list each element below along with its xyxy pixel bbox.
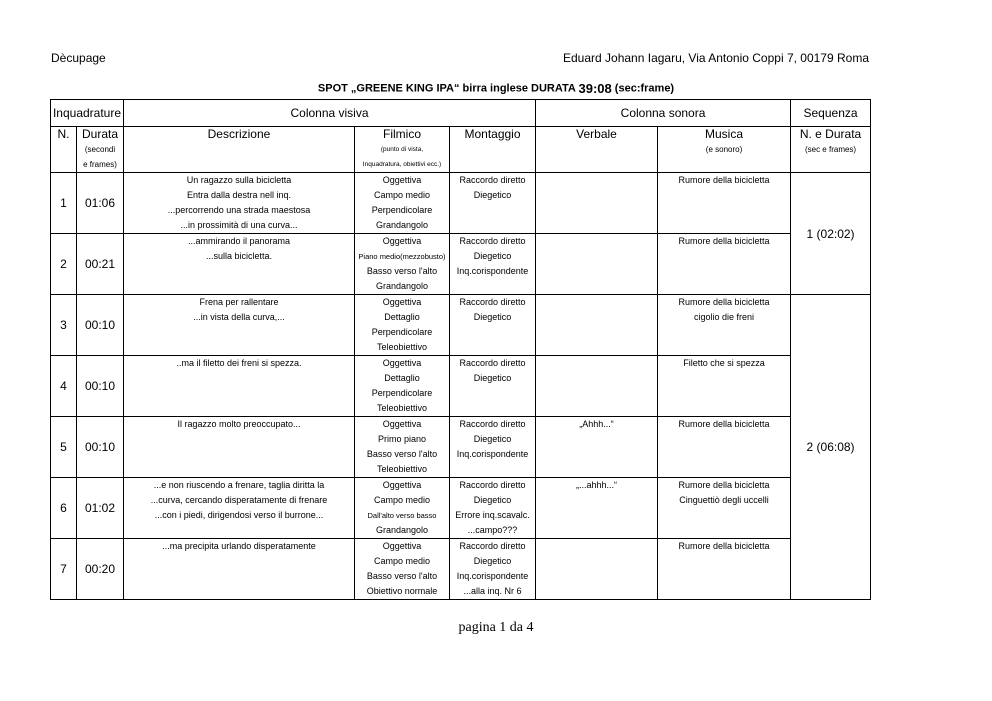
- musica-line: Rumore della bicicletta: [678, 480, 770, 490]
- shot-musica: [658, 173, 791, 234]
- shot-verbale: [536, 417, 658, 478]
- table-row: [51, 478, 871, 539]
- descrizione-line: ...in prossimità di una curva...: [180, 220, 298, 230]
- shot-duration: 00:10: [77, 295, 124, 356]
- montaggio-line: [450, 279, 535, 294]
- shot-verbale: [536, 478, 658, 539]
- descrizione-line: ...curva, cercando disperatamente di frenare: [150, 495, 328, 505]
- col-montaggio: Montaggio: [450, 127, 536, 173]
- descrizione-line: ...sulla bicicletta.: [205, 251, 273, 261]
- column-header-row: [51, 127, 871, 173]
- col-sequenza-sub: (sec e frames): [804, 145, 857, 154]
- montaggio-line: Raccordo diretto: [459, 358, 526, 368]
- montaggio-line: Diegetico: [473, 312, 512, 322]
- group-colonna-visiva: Colonna visiva: [124, 100, 536, 127]
- verbale-line: [536, 554, 657, 569]
- filmico-line: Campo medio: [373, 495, 431, 505]
- montaggio-line: Raccordo diretto: [459, 419, 526, 429]
- verbale-line: [536, 523, 657, 538]
- musica-line: [658, 203, 790, 218]
- musica-line: [658, 508, 790, 523]
- verbale-line: [536, 234, 657, 249]
- montaggio-line: Raccordo diretto: [459, 541, 526, 551]
- montaggio-line: Inq.corispondente: [456, 266, 529, 276]
- descrizione-line: Un ragazzo sulla bicicletta: [186, 175, 292, 185]
- shot-number: 2: [51, 234, 77, 295]
- montaggio-line: [450, 340, 535, 355]
- verbale-line: [536, 356, 657, 371]
- shot-montaggio: [450, 539, 536, 600]
- filmico-line: Primo piano: [377, 434, 427, 444]
- col-sequenza: [791, 127, 871, 173]
- musica-line: [658, 188, 790, 203]
- shot-descrizione: [124, 295, 355, 356]
- musica-line: Rumore della bicicletta: [678, 297, 770, 307]
- col-sequenza-label: N. e Durata: [799, 127, 862, 141]
- col-musica-sub: (e sonoro): [705, 145, 743, 154]
- descrizione-line: [124, 371, 354, 386]
- descrizione-line: [124, 447, 354, 462]
- col-descrizione: Descrizione: [124, 127, 355, 173]
- page-footer: pagina 1 da 4: [458, 620, 534, 635]
- title-main: SPOT „GREENE KING IPA“ birra inglese DURATA: [317, 82, 576, 95]
- musica-line: Rumore della bicicletta: [678, 236, 770, 246]
- descrizione-line: Il ragazzo molto preoccupato...: [177, 419, 301, 429]
- header-right: Eduard Johann Iagaru, Via Antonio Coppi 7, 00179 Roma: [563, 51, 869, 65]
- descrizione-line: ...in vista della curva,...: [193, 312, 285, 322]
- shot-descrizione: [124, 234, 355, 295]
- col-verbale: Verbale: [536, 127, 658, 173]
- filmico-line: Basso verso l'alto: [366, 266, 438, 276]
- group-sequenza: Sequenza: [791, 100, 871, 127]
- filmico-line: Teleobiettivo: [376, 403, 428, 413]
- filmico-line: Perpendicolare: [371, 327, 433, 337]
- table-row: [51, 539, 871, 600]
- verbale-line: [536, 218, 657, 233]
- musica-line: Rumore della bicicletta: [678, 541, 770, 551]
- col-n: N.: [51, 127, 77, 173]
- filmico-line: Oggettiva: [382, 175, 422, 185]
- montaggio-line: Raccordo diretto: [459, 297, 526, 307]
- shot-number: 3: [51, 295, 77, 356]
- filmico-line: Oggettiva: [382, 480, 422, 490]
- table-row: [51, 356, 871, 417]
- shot-number: 1: [51, 173, 77, 234]
- filmico-line: Perpendicolare: [371, 205, 433, 215]
- shot-montaggio: [450, 356, 536, 417]
- col-filmico-sub2: Inquadratura, obiettivi ecc.): [362, 161, 442, 168]
- descrizione-line: Frena per rallentare: [199, 297, 279, 307]
- montaggio-line: Raccordo diretto: [459, 236, 526, 246]
- verbale-line: [536, 539, 657, 554]
- descrizione-line: [124, 264, 354, 279]
- shot-musica: [658, 234, 791, 295]
- descrizione-line: Entra dalla destra nell inq.: [186, 190, 292, 200]
- musica-line: cigolio die freni: [694, 312, 755, 322]
- montaggio-line: Errore inq.scavalc.: [455, 510, 530, 520]
- verbale-line: [536, 401, 657, 416]
- montaggio-line: [450, 386, 535, 401]
- montaggio-line: Raccordo diretto: [459, 175, 526, 185]
- montaggio-line: Diegetico: [473, 434, 512, 444]
- verbale-line: [536, 264, 657, 279]
- shot-filmico: [355, 234, 450, 295]
- musica-line: [658, 569, 790, 584]
- verbale-line: [536, 325, 657, 340]
- shot-musica: [658, 478, 791, 539]
- shot-duration: 01:02: [77, 478, 124, 539]
- montaggio-line: Inq.corispondente: [456, 449, 529, 459]
- group-header-row: [51, 100, 871, 127]
- page-title: [0, 81, 992, 96]
- shot-duration: 00:10: [77, 417, 124, 478]
- shot-filmico: [355, 539, 450, 600]
- verbale-line: [536, 340, 657, 355]
- shot-duration: 00:20: [77, 539, 124, 600]
- montaggio-line: Inq.corispondente: [456, 571, 529, 581]
- filmico-line: Perpendicolare: [371, 388, 433, 398]
- col-filmico-label: Filmico: [383, 127, 421, 141]
- shot-descrizione: [124, 356, 355, 417]
- filmico-line: Oggettiva: [382, 358, 422, 368]
- verbale-line: [536, 371, 657, 386]
- verbale-line: „...ahhh...“: [576, 480, 618, 490]
- col-filmico: [355, 127, 450, 173]
- descrizione-line: [124, 569, 354, 584]
- filmico-line: Teleobiettivo: [376, 464, 428, 474]
- filmico-line: Campo medio: [373, 190, 431, 200]
- verbale-line: [536, 508, 657, 523]
- col-filmico-sub1: (punto di vista,: [380, 146, 424, 153]
- musica-line: [658, 554, 790, 569]
- shot-filmico: [355, 478, 450, 539]
- sequence-cell: 1 (02:02): [791, 173, 871, 295]
- musica-line: [658, 371, 790, 386]
- shot-montaggio: [450, 417, 536, 478]
- descrizione-line: [124, 386, 354, 401]
- montaggio-line: [450, 218, 535, 233]
- musica-line: [658, 218, 790, 233]
- col-durata-label: Durata: [81, 127, 119, 141]
- shot-descrizione: [124, 539, 355, 600]
- col-musica-label: Musica: [705, 127, 744, 141]
- group-colonna-sonora: Colonna sonora: [536, 100, 791, 127]
- musica-line: Rumore della bicicletta: [678, 419, 770, 429]
- col-durata-sub2: e frames): [83, 160, 117, 169]
- descrizione-line: [124, 279, 354, 294]
- descrizione-line: [124, 584, 354, 599]
- shot-montaggio: [450, 234, 536, 295]
- shot-montaggio: [450, 478, 536, 539]
- filmico-line: Grandangolo: [375, 220, 429, 230]
- descrizione-line: ...percorrendo una strada maestosa: [167, 205, 311, 215]
- filmico-line: Grandangolo: [375, 525, 429, 535]
- filmico-line: Basso verso l'alto: [366, 449, 438, 459]
- montaggio-line: Diegetico: [473, 251, 512, 261]
- descrizione-line: [124, 325, 354, 340]
- musica-line: [658, 340, 790, 355]
- shot-descrizione: [124, 417, 355, 478]
- filmico-line: Basso verso l'alto: [366, 571, 438, 581]
- descrizione-line: [124, 523, 354, 538]
- shot-number: 5: [51, 417, 77, 478]
- col-durata: [77, 127, 124, 173]
- col-durata-sub1: (secondi: [84, 145, 116, 154]
- shot-verbale: [536, 234, 658, 295]
- filmico-line: Obiettivo normale: [366, 586, 438, 596]
- montaggio-line: [450, 462, 535, 477]
- descrizione-line: [124, 462, 354, 477]
- shot-number: 4: [51, 356, 77, 417]
- filmico-line: Oggettiva: [382, 236, 422, 246]
- filmico-line: Piano medio(mezzobusto): [358, 252, 446, 261]
- musica-line: [658, 432, 790, 447]
- shot-musica: [658, 417, 791, 478]
- sequence-cell: 2 (06:08): [791, 295, 871, 600]
- shot-verbale: [536, 539, 658, 600]
- montaggio-line: Raccordo diretto: [459, 480, 526, 490]
- musica-line: [658, 447, 790, 462]
- verbale-line: „Ahhh...“: [579, 419, 614, 429]
- musica-line: [658, 462, 790, 477]
- shot-montaggio: [450, 173, 536, 234]
- shot-musica: [658, 539, 791, 600]
- montaggio-line: Diegetico: [473, 190, 512, 200]
- verbale-line: [536, 432, 657, 447]
- verbale-line: [536, 386, 657, 401]
- verbale-line: [536, 295, 657, 310]
- shot-verbale: [536, 295, 658, 356]
- montaggio-line: Diegetico: [473, 373, 512, 383]
- descrizione-line: ...ammirando il panorama: [187, 236, 291, 246]
- shot-descrizione: [124, 173, 355, 234]
- verbale-line: [536, 279, 657, 294]
- verbale-line: [536, 203, 657, 218]
- descrizione-line: [124, 401, 354, 416]
- descrizione-line: ...con i piedi, dirigendosi verso il burrone...: [154, 510, 324, 520]
- descrizione-line: ..ma il filetto dei freni si spezza.: [176, 358, 302, 368]
- descrizione-line: ...ma precipita urlando disperatamente: [162, 541, 316, 551]
- header-left: Dècupage: [51, 51, 106, 65]
- musica-line: Filetto che si spezza: [683, 358, 765, 368]
- filmico-line: Dall'alto verso basso: [367, 511, 437, 520]
- montaggio-line: ...campo???: [467, 525, 518, 535]
- descrizione-line: ...e non riuscendo a frenare, taglia diritta la: [153, 480, 325, 490]
- table-row: [51, 173, 871, 234]
- verbale-line: [536, 310, 657, 325]
- filmico-line: Grandangolo: [375, 281, 429, 291]
- musica-line: Cinguettiò degli uccelli: [679, 495, 769, 505]
- musica-line: [658, 249, 790, 264]
- musica-line: Rumore della bicicletta: [678, 175, 770, 185]
- shot-montaggio: [450, 295, 536, 356]
- shot-number: 6: [51, 478, 77, 539]
- verbale-line: [536, 584, 657, 599]
- verbale-line: [536, 249, 657, 264]
- shot-duration: 01:06: [77, 173, 124, 234]
- verbale-line: [536, 188, 657, 203]
- filmico-line: Teleobiettivo: [376, 342, 428, 352]
- col-musica: [658, 127, 791, 173]
- shot-duration: 00:21: [77, 234, 124, 295]
- verbale-line: [536, 493, 657, 508]
- filmico-line: Oggettiva: [382, 297, 422, 307]
- shot-duration: 00:10: [77, 356, 124, 417]
- descrizione-line: [124, 554, 354, 569]
- montaggio-line: [450, 203, 535, 218]
- shot-musica: [658, 295, 791, 356]
- montaggio-line: [450, 401, 535, 416]
- shot-filmico: [355, 173, 450, 234]
- shot-verbale: [536, 173, 658, 234]
- montaggio-line: Diegetico: [473, 556, 512, 566]
- shot-descrizione: [124, 478, 355, 539]
- table-row: [51, 295, 871, 356]
- filmico-line: Dettaglio: [384, 312, 420, 322]
- shot-number: 7: [51, 539, 77, 600]
- descrizione-line: [124, 340, 354, 355]
- musica-line: [658, 523, 790, 538]
- shot-musica: [658, 356, 791, 417]
- musica-line: [658, 401, 790, 416]
- verbale-line: [536, 173, 657, 188]
- shot-verbale: [536, 356, 658, 417]
- filmico-line: Oggettiva: [382, 541, 422, 551]
- montaggio-line: Diegetico: [473, 495, 512, 505]
- table-row: [51, 234, 871, 295]
- musica-line: [658, 386, 790, 401]
- verbale-line: [536, 462, 657, 477]
- group-inquadrature: Inquadrature: [51, 100, 124, 127]
- montaggio-line: [450, 325, 535, 340]
- musica-line: [658, 325, 790, 340]
- descrizione-line: [124, 432, 354, 447]
- shot-filmico: [355, 295, 450, 356]
- filmico-line: Dettaglio: [384, 373, 420, 383]
- title-unit: (sec:frame): [614, 82, 675, 95]
- verbale-line: [536, 447, 657, 462]
- shot-filmico: [355, 356, 450, 417]
- verbale-line: [536, 569, 657, 584]
- filmico-line: Oggettiva: [382, 419, 422, 429]
- musica-line: [658, 584, 790, 599]
- filmico-line: Campo medio: [373, 556, 431, 566]
- musica-line: [658, 264, 790, 279]
- decoupage-table: [50, 99, 871, 600]
- table-row: [51, 417, 871, 478]
- shot-filmico: [355, 417, 450, 478]
- montaggio-line: ...alla inq. Nr 6: [463, 586, 522, 596]
- title-duration: 39:08: [578, 81, 612, 96]
- musica-line: [658, 279, 790, 294]
